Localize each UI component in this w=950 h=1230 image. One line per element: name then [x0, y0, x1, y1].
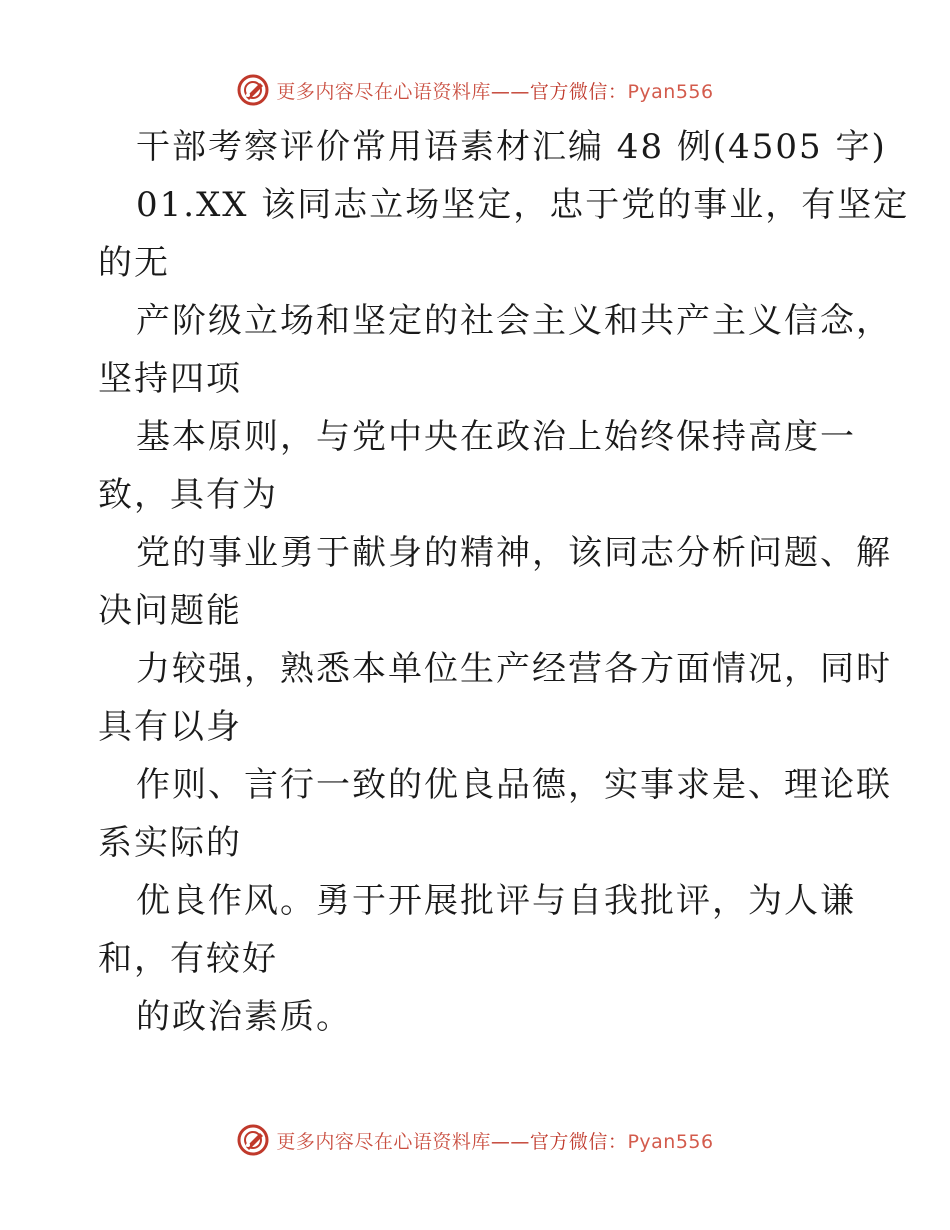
watermark-dash: ——	[490, 80, 530, 103]
doc-line: 01.XX 该同志立场坚定，忠于党的事业，有坚定	[136, 185, 910, 225]
watermark-suffix: 官方微信：	[529, 1130, 628, 1153]
doc-line: 和，有较好	[98, 939, 278, 979]
watermark-suffix: 官方微信：	[529, 80, 628, 103]
doc-line: 的政治素质。	[136, 997, 352, 1037]
doc-line: 力较强，熟悉本单位生产经营各方面情况，同时	[136, 649, 892, 689]
doc-line: 致，具有为	[98, 475, 278, 515]
footer-watermark	[0, 1120, 950, 1160]
watermark-dash: ——	[490, 1130, 530, 1153]
doc-line: 作则、言行一致的优良品德，实事求是、理论联	[136, 765, 892, 805]
doc-line: 基本原则，与党中央在政治上始终保持高度一	[136, 417, 856, 457]
doc-line: 具有以身	[98, 707, 242, 747]
doc-line: 系实际的	[98, 823, 242, 863]
watermark-id: Pyan556	[627, 80, 714, 103]
watermark-text	[276, 77, 713, 104]
doc-line: 坚持四项	[98, 359, 242, 399]
pen-nib-circle-icon	[236, 73, 270, 107]
doc-line: 党的事业勇于献身的精神，该同志分析问题、解	[136, 533, 892, 573]
doc-line: 的无	[98, 243, 170, 283]
watermark-label: 更多内容尽在心语资料库	[276, 1130, 491, 1153]
header-watermark	[0, 70, 950, 110]
watermark-text	[276, 1127, 713, 1154]
watermark-label: 更多内容尽在心语资料库	[276, 80, 491, 103]
pen-nib-circle-icon	[236, 1123, 270, 1157]
doc-line: 优良作风。勇于开展批评与自我批评，为人谦	[136, 881, 856, 921]
doc-line: 产阶级立场和坚定的社会主义和共产主义信念，	[136, 301, 892, 341]
watermark-id: Pyan556	[627, 1130, 714, 1153]
doc-line: 干部考察评价常用语素材汇编 48 例(4505 字)	[136, 127, 887, 167]
doc-line: 决问题能	[98, 591, 242, 631]
document-body	[0, 118, 950, 1046]
